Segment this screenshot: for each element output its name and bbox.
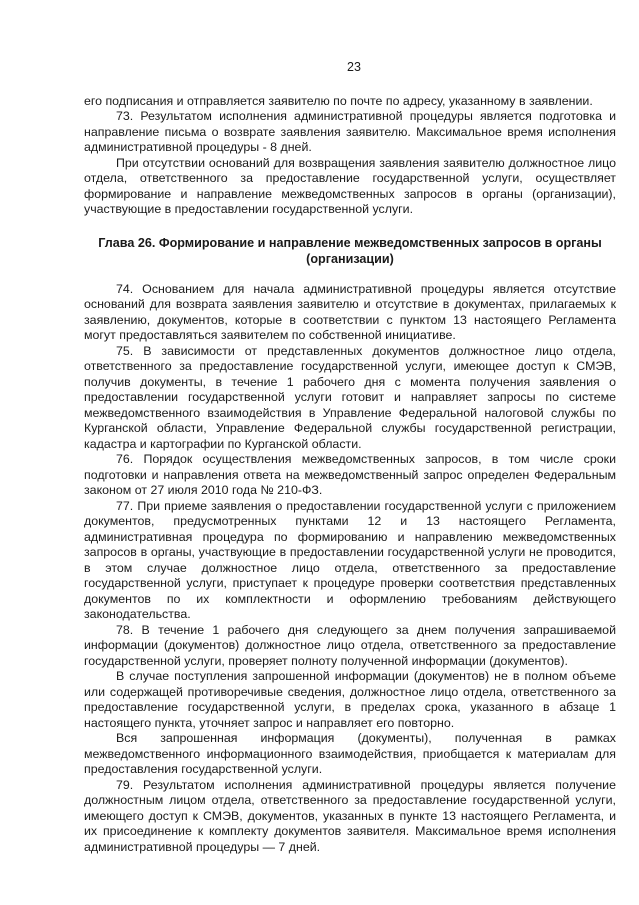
paragraph-75: 75. В зависимости от представленных документов должностное лицо отдела, ответственного за предоставление государственной услуги, имеющее доступ к СМЭВ, получив документы, в течение 1 рабочего дня с момента получения заявления о предоставлении государственной услуги готовит и направляет запросы по системе межведомственного взаимодействия в Управление Федеральной налоговой службы по Курганской области, Управление Федеральной службы государственной регистрации, кадастра и картографии по Курганской области. [84,343,616,451]
paragraph-77: 77. При приеме заявления о предоставлении государственной услуги с приложением документов, предусмотренных пунктами 12 и 13 настоящего Регламента, административная процедура по формированию и направлению межведомственных запросов в органы, участвующие в предоставлении государственной услуги не проводится, в этом случае должностное лицо отдела, ответственного за предоставление государственной услуги, приступает к процедуре проверки соответствия представленных документов по их комплектности и оформлению требованиям действующего законодательства. [84,498,616,621]
paragraph-78: 78. В течение 1 рабочего дня следующего за днем получения запрашиваемой информации (документов) должностное лицо отдела, ответственного за предоставление государственной услуги, проверяет полноту полученной информации (документов). [84,622,616,668]
paragraph-79: 79. Результатом исполнения административной процедуры является получение должностным лицом отдела, ответственного за предоставление государственной услуги, имеющего доступ к СМЭВ, документов, указанных в пункте 13 настоящего Регламента, и их присоединение к комплекту документов заявителя. Максимальное время исполнения административной процедуры — 7 дней. [84,777,616,854]
document-page [84,60,616,855]
paragraph-continuation: его подписания и отправляется заявителю по почте по адресу, указанному в заявлении. [84,93,593,108]
paragraph-76: 76. Порядок осуществления межведомственных запросов, в том числе сроки подготовки и направления ответа на межведомственный запрос определен Федеральным законом от 27 июля 2010 года № 210-ФЗ. [84,452,616,497]
paragraph-78-incomplete: В случае поступления запрошенной информации (документов) не в полном объеме или содержащей противоречивые сведения, должностное лицо отдела, ответственного за предоставление государственной услуги, в пределах срока, указанного в абзаце 1 настоящего пункта, уточняет запрос и направляет его повторно. [84,669,616,730]
chapter-title: Глава 26. Формирование и направление межведомственных запросов в органы (организации) [98,235,602,266]
paragraph-73: 73. Результатом исполнения административной процедуры является подготовка и направление письма о возврате заявления заявителю. Максимальное время исполнения административной процедуры - 8 дней. [84,109,616,154]
paragraph-no-grounds: При отсутствии оснований для возвращения заявления заявителю должностное лицо отдела, ответственного за предоставление государственной услуги, осуществляет формирование и направление межведомственных запросов в органы (организации), участвующие в предоставлении государственной услуги. [84,155,616,216]
paragraph-78-attached: Вся запрошенная информация (документы), полученная в рамках межведомственного информационного взаимодействия, приобщается к материалам для предоставления государственной услуги. [84,731,616,776]
paragraph-74: 74. Основанием для начала административной процедуры является отсутствие оснований для возврата заявления заявителю и отсутствие в документах, прилагаемых к заявлению, документов, которые в соответствии с пунктом 13 настоящего Регламента могут предоставляться заявителем по собственной инициативе. [84,281,616,342]
page-number: 23 [347,60,361,74]
